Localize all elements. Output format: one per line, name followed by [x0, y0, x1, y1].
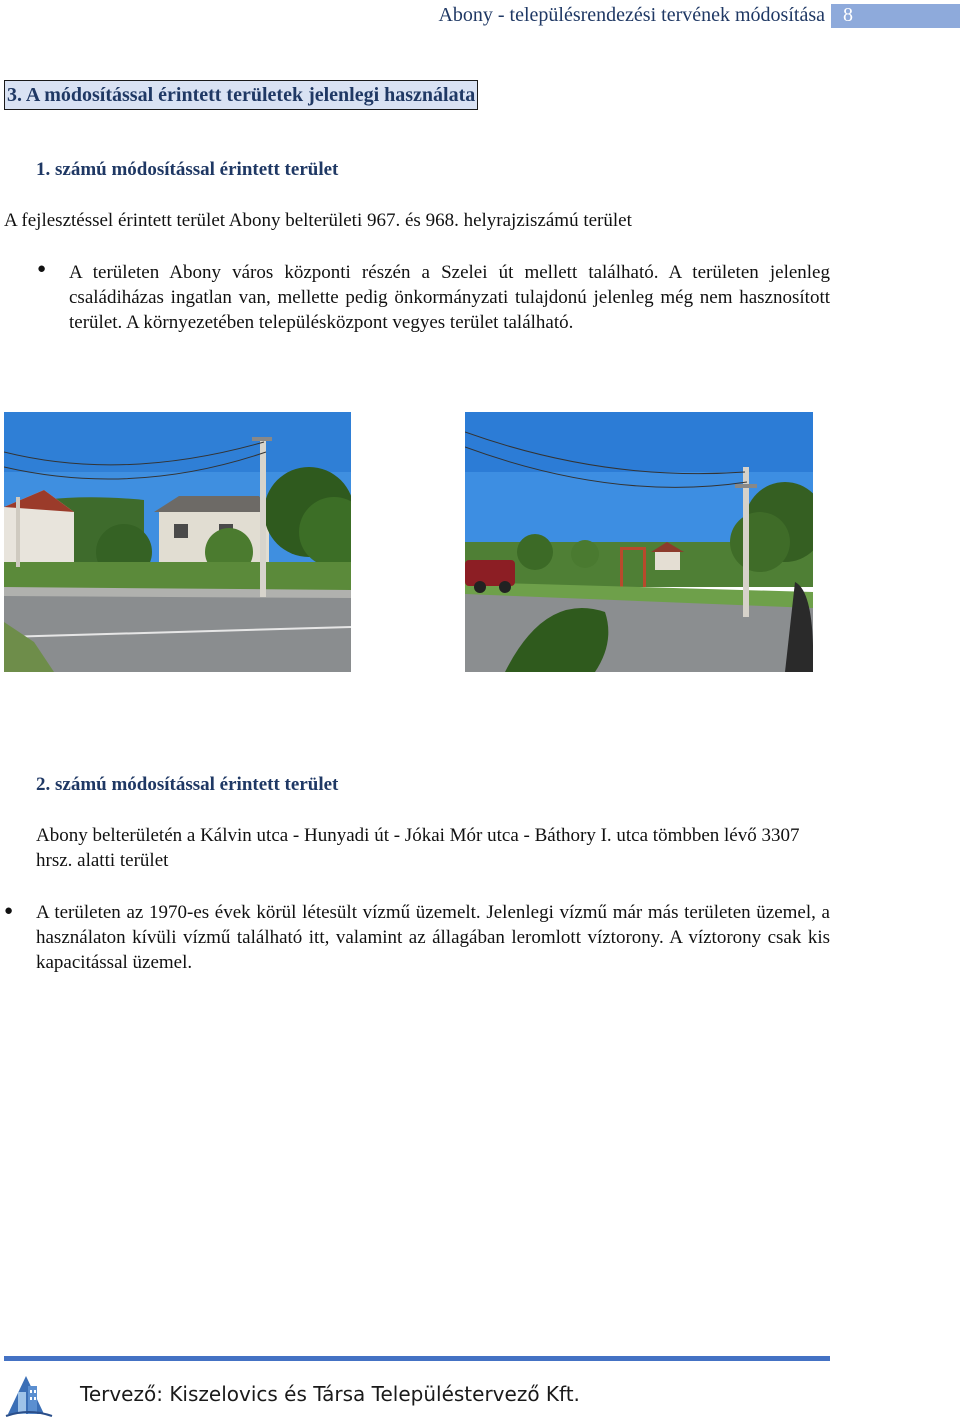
bullet-icon: ●	[4, 903, 14, 919]
section-heading: 3. A módosítással érintett területek jelenlegi használata	[4, 80, 478, 110]
area1-intro: A fejlesztéssel érintett terület Abony belterületi 967. és 968. helyrajziszámú terület	[4, 210, 632, 231]
footer-text: Tervező: Kiszelovics és Társa Településtervező Kft.	[80, 1382, 580, 1406]
company-logo	[4, 1370, 54, 1425]
photo-szelei-ut-house	[4, 412, 351, 672]
area1-heading: 1. számú módosítással érintett terület	[36, 159, 339, 180]
footer-rule	[4, 1356, 830, 1361]
bullet-icon: ●	[37, 261, 47, 277]
area1-bullet-text: A területen Abony város központi részén a Szelei út mellett található. A területen jelenleg családiházas ingatlan van, mellette pedig önkormányzati tulajdonú jelenleg még nem hasznosított terület. A környezetében településközpont vegyes terület található.	[69, 262, 830, 333]
header-title: Abony - településrendezési tervének módosítása	[438, 4, 825, 26]
area2-heading: 2. számú módosítással érintett terület	[36, 774, 339, 795]
page-number: 8	[843, 4, 853, 26]
page-number-box	[831, 4, 960, 28]
area2-bullet-text: A területen az 1970-es évek körül létesült vízmű üzemelt. Jelenlegi vízmű már más területen üzemel, a használaton kívüli vízmű található itt, valamint az állagában leromlott víztorony. A víztorony csak kis kapacitással üzemel.	[36, 902, 830, 973]
area2-intro: Abony belterületén a Kálvin utca - Hunyadi út - Jókai Mór utca - Báthory I. utca tömbben lévő 3307 hrsz. alatti terület	[36, 825, 800, 871]
photo-szelei-ut-field	[465, 412, 813, 672]
